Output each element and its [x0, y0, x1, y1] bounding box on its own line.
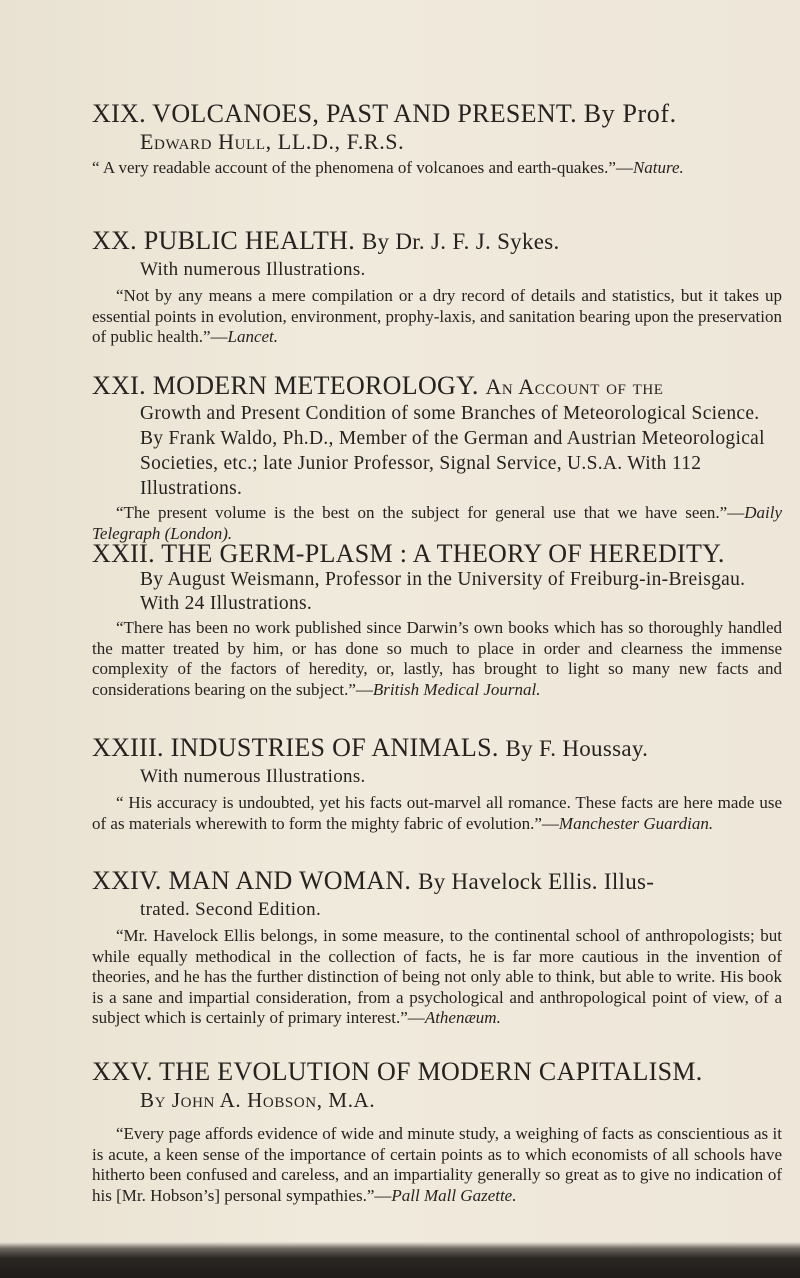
entry-title: THE GERM-PLASM : A THEORY OF HEREDITY.: [161, 539, 725, 568]
entry-author: Growth and Present Condition of some Branches of Meteorological Science. By Frank Waldo, Ph.D., Member of the German and Austrian Meteorological Societies, etc.; late Junior Professor, Signal Service, U.S.A. With 112 Illustrations.: [140, 403, 765, 499]
review-source: Pall Mall Gazette.: [391, 1185, 517, 1205]
entry-heading: [92, 734, 782, 791]
entry-review: [92, 286, 782, 348]
entry-author: Edward Hull, LL.D., F.R.S.: [140, 129, 405, 154]
review-quote: “ A very readable account of the phenomena of volcanoes and earth-quakes.”—: [92, 158, 633, 177]
page-bottom-edge: [0, 1242, 800, 1278]
entry-numeral: XXIII.: [92, 733, 164, 762]
review-source: Manchester Guardian.: [558, 813, 714, 833]
review-source: Daily Telegraph (London).: [92, 503, 782, 543]
entry-title: VOLCANOES, PAST AND PRESENT.: [152, 99, 577, 128]
review-quote: “There has been no work published since Darwin’s own books which has so thoroughly handled the matter treated by him, or has done so much to place in order and clearness the immense complexity of the factors of heredity, or, lastly, has brought to light so many new facts and considerations bearing on the subject.”—: [92, 618, 782, 699]
entry-review: [92, 1124, 782, 1206]
entry-title: INDUSTRIES OF ANIMALS.: [170, 733, 499, 762]
entry-heading: [92, 100, 782, 156]
catalog-entry-xix: [92, 100, 782, 179]
entry-title: MODERN METEOROLOGY.: [152, 371, 479, 400]
entry-byline: By F. Houssay.: [505, 736, 649, 761]
entry-author: trated. Second Edition.: [140, 899, 322, 920]
catalog-entry-xxiii: [92, 734, 782, 834]
entry-review: [92, 618, 782, 700]
entry-review: [92, 926, 782, 1029]
review-quote: “ His accuracy is undoubted, yet his facts out-marvel all romance. These facts are here made use of as materials wherewith to form the mighty fabric of evolution.”—: [92, 793, 782, 833]
entry-byline: By Prof.: [583, 99, 677, 128]
catalog-entry-xxii: [92, 540, 782, 700]
entry-byline: By Dr. J. F. J. Sykes.: [361, 229, 560, 254]
catalog-entry-xxv: [92, 1058, 782, 1206]
review-source: British Medical Journal.: [372, 679, 541, 699]
catalog-entry-xxi: [92, 372, 782, 544]
entry-numeral: XX.: [92, 226, 137, 255]
entry-review: [92, 793, 782, 834]
entry-byline: By Havelock Ellis. Illus-: [418, 869, 655, 894]
entry-heading: [92, 1058, 782, 1114]
entry-byline: An Account of the: [485, 374, 664, 399]
entry-author: With numerous Illustrations.: [140, 259, 366, 280]
entry-numeral: XXIV.: [92, 866, 162, 895]
review-quote: “Not by any means a mere compilation or a dry record of details and statistics, but it takes up essential points in evolution, environment, prophy-laxis, and sanitation bearing upon the preservation of public health.”—: [92, 286, 782, 346]
entry-review: [92, 158, 782, 179]
entry-review: [92, 503, 782, 544]
review-quote: “Every page affords evidence of wide and minute study, a weighing of facts as conscientious as it is acute, a keen sense of the importance of certain points as to which economists of all schools have hitherto been confused and careless, and an impartiality generally so great as to give no indication of his [Mr. Hobson’s] personal sympathies.”—: [92, 1124, 782, 1205]
entry-title: PUBLIC HEALTH.: [143, 226, 356, 255]
catalog-entry-xx: [92, 227, 782, 348]
review-source: Athenæum.: [424, 1008, 501, 1027]
entry-numeral: XXV.: [92, 1057, 153, 1086]
entry-numeral: XIX.: [92, 99, 146, 128]
entry-numeral: XXII.: [92, 539, 155, 568]
entry-title: MAN AND WOMAN.: [168, 866, 412, 895]
entry-author: With numerous Illustrations.: [140, 766, 366, 787]
entry-author: By John A. Hobson, M.A.: [140, 1088, 376, 1112]
review-source: Nature.: [632, 158, 684, 177]
entry-numeral: XXI.: [92, 371, 146, 400]
entry-heading: [92, 372, 782, 501]
review-source: Lancet.: [227, 327, 279, 346]
review-quote: “The present volume is the best on the subject for general use that we have seen.”—: [116, 503, 745, 522]
entry-heading: [92, 867, 782, 924]
entry-heading: [92, 540, 782, 616]
review-quote: “Mr. Havelock Ellis belongs, in some measure, to the continental school of anthropologists; but while equally methodical in the collection of facts, he is far more cautious in the invention of theories, and he has the further distinction of being not only able to think, but able to write. His book is a sane and impartial consideration, from a psychological and anthropological point of view, of a subject which is certainly of primary interest.”—: [92, 926, 782, 1027]
entry-heading: [92, 227, 782, 284]
entry-title: THE EVOLUTION OF MODERN CAPITALISM.: [159, 1057, 703, 1086]
catalog-entry-xxiv: [92, 867, 782, 1029]
entry-author: By August Weismann, Professor in the University of Freiburg-in-Breisgau. With 24 Illustrations.: [140, 569, 746, 614]
